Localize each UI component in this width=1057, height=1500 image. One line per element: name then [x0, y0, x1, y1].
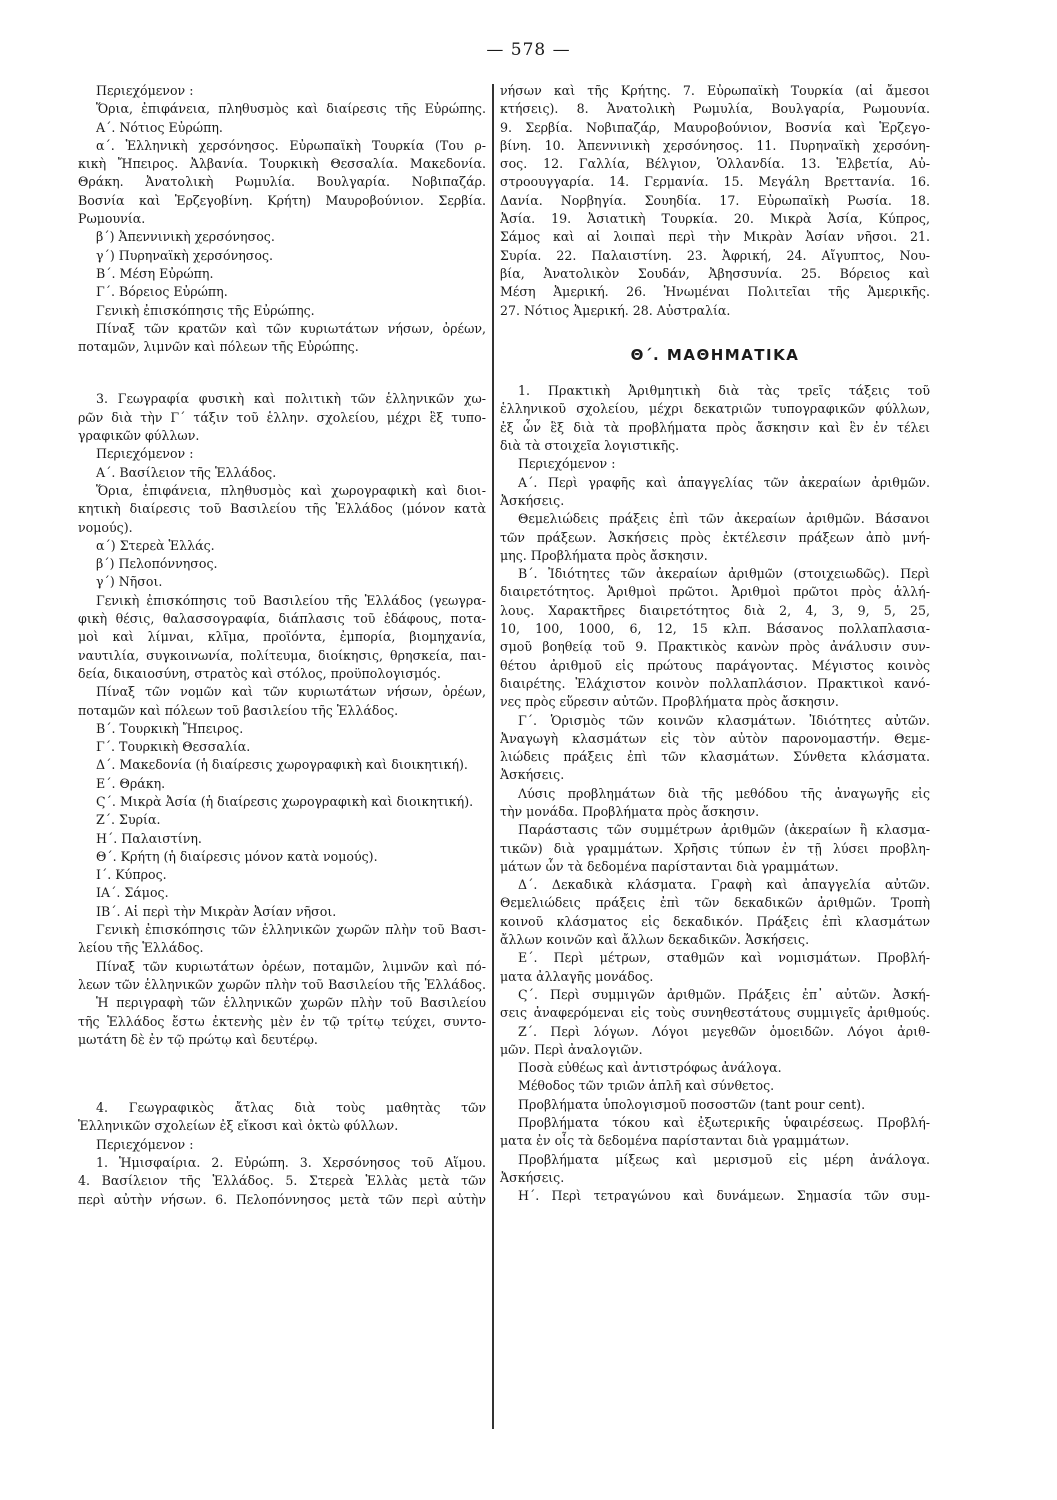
text-line: μης. Προβλήματα πρὸς ἄσκησιν. — [500, 547, 708, 563]
text-line: κτήσεις). 8. Ἀνατολικὴ Ρωμυλία, Βουλγαρία, Ρωμουνία. — [500, 101, 930, 117]
spacer — [78, 356, 486, 390]
text-line: γ΄) Νῆσοι. — [96, 574, 163, 590]
text-line: Προβλήματα μίξεως καὶ μερισμοῦ εἰς μέρη ἀνάλογα. — [518, 1151, 930, 1167]
text-line: ποταμῶν καὶ πόλεων τοῦ βασιλείου τῆς Ἑλλάδος. — [78, 702, 399, 718]
spacer — [500, 320, 930, 336]
text-line: Λύσις προβλημάτων διὰ τῆς μεθόδου τῆς ἀναγωγῆς εἰς — [518, 785, 930, 801]
right-column — [500, 82, 930, 1206]
text-line: Ζ΄. Περὶ λόγων. Λόγοι μεγεθῶν ὁμοειδῶν. Λόγοι ἀριθ- — [518, 1023, 930, 1039]
text-line: Β΄. Ἰδιότητες τῶν ἀκεραίων ἀριθμῶν (στοιχειωδῶς). Περὶ — [518, 566, 930, 582]
text-line: ματα ἀλλαγῆς μονάδος. — [500, 968, 654, 984]
text-line: Συρία. 22. Παλαιστίνη. 23. Ἀφρική, 24. Αἴγυπτος, Νου- — [500, 247, 930, 263]
text-line: Η΄. Περὶ τετραγώνου καὶ δυνάμεων. Σημασία τῶν συμ- — [518, 1188, 930, 1204]
text-line: 1. Πρακτικὴ Ἀριθμητικὴ διὰ τὰς τρεῖς τάξεις τοῦ — [518, 383, 930, 399]
text-line: μωτάτη δὲ ἐν τῷ πρώτῳ καὶ δευτέρῳ. — [78, 1031, 318, 1047]
spacer — [78, 1049, 486, 1083]
text-line: Ἑλληνικῶν σχολείων ἐξ εἴκοσι καὶ ὀκτὼ φύλλων. — [78, 1118, 399, 1134]
text-line: Δ΄. Δεκαδικὰ κλάσματα. Γραφὴ καὶ ἀπαγγελία αὐτῶν. — [518, 877, 930, 893]
text-line: Περιεχόμενον : — [96, 83, 194, 98]
left-column — [78, 82, 486, 1209]
text-line: Πίναξ τῶν νομῶν καὶ τῶν κυριωτάτων νήσων, ὀρέων, — [96, 684, 486, 700]
text-line: διαιρέτης. Ἐλάχιστον κοινὸν πολλαπλάσιον. Πρακτικοὶ κανό- — [500, 675, 930, 691]
text-line: Γενικὴ ἐπισκόπησις τῆς Εὐρώπης. — [96, 302, 315, 318]
text-line: νες πρὸς εὕρεσιν αὐτῶν. Προβλήματα πρὸς ἄσκησιν. — [500, 694, 839, 710]
text-line: σμοῦ βοηθείᾳ τοῦ 9. Πρακτικὸς κανὼν πρὸς ἀνάλυσιν συν- — [500, 639, 930, 655]
text-line: Γ΄. Τουρκικὴ Θεσσαλία. — [96, 739, 251, 755]
text-line: Β΄. Μέση Εὐρώπη. — [96, 265, 214, 281]
text-line: Βοσνία καὶ Ἑρζεγοβίνη. Κρήτη) Μαυροβούνιον. Σερβία. — [78, 192, 486, 208]
text-line: Δ΄. Μακεδονία (ἡ διαίρεσις χωρογραφικὴ καὶ διοικητική). — [96, 757, 468, 773]
text-line: τῶν πράξεων. Ἀσκήσεις πρὸς ἐκτέλεσιν πράξεων ἀπὸ μνή- — [500, 529, 930, 545]
text-line: Σάμος καὶ αἱ λοιπαὶ περὶ τὴν Μικρὰν Ἀσίαν νῆσοι. 21. — [500, 229, 930, 245]
section-heading: Θ΄. ΜΑΘΗΜΑΤΙΚΑ — [630, 345, 800, 364]
text-line: λεων τῶν ἑλληνικῶν χωρῶν πλὴν τοῦ Βασιλείου τῆς Ἑλλάδος. — [78, 976, 486, 992]
text-line: Θ΄. Κρήτη (ἡ διαίρεσις μόνον κατὰ νομούς). — [96, 848, 378, 864]
text-line: 1. Ἡμισφαίρια. 2. Εὐρώπη. 3. Χερσόνησος τοῦ Αἵμου. — [96, 1155, 486, 1171]
text-line: Ε΄. Περὶ μέτρων, σταθμῶν καὶ νομισμάτων. Προβλή- — [518, 950, 930, 966]
text-line: περὶ αὐτὴν νήσων. 6. Πελοπόννησος μετὰ τῶν περὶ αὐτὴν — [78, 1191, 486, 1207]
text-line: ΙΒ΄. Αἱ περὶ τὴν Μικρὰν Ἀσίαν νῆσοι. — [96, 903, 337, 919]
text-line: Παράστασις τῶν συμμέτρων ἀριθμῶν (ἀκεραίων ἢ κλασμα- — [518, 822, 930, 838]
text-line: α΄. Ἑλληνικὴ χερσόνησος. Εὐρωπαϊκὴ Τουρκία (Του ρ- — [96, 137, 486, 153]
text-line: 4. Γεωγραφικὸς ἄτλας διὰ τοὺς μαθητὰς τῶν — [96, 1100, 486, 1116]
text-line: 27. Νότιος Ἀμερική. 28. Αὐστραλία. — [500, 302, 731, 318]
text-line: Περιεχόμενον : — [518, 456, 616, 472]
text-line: ἄλλων κοινῶν καὶ ἄλλων δεκαδικῶν. Ἀσκήσεις. — [500, 932, 810, 948]
text-line: Ζ΄. Συρία. — [96, 812, 161, 828]
text-line: διαιρετότητος. Ἀριθμοὶ πρῶτοι. Ἀριθμοὶ πρῶτοι πρὸς ἀλλή- — [500, 584, 930, 600]
text-line: Ἀναγωγὴ κλασμάτων εἰς τὸν αὐτὸν παρονομαστήν. Θεμε- — [500, 730, 930, 746]
text-line: Μέση Ἀμερική. 26. Ἡνωμέναι Πολιτεῖαι τῆς Ἀμερικῆς. — [500, 284, 930, 300]
text-line: 4. Βασίλειον τῆς Ἑλλάδος. 5. Στερεὰ Ἑλλὰς μετὰ τῶν — [78, 1173, 486, 1189]
text-line: Η΄. Παλαιστίνη. — [96, 830, 202, 846]
text-line: μάτων ὧν τὰ δεδομένα παρίστανται διὰ γραμμάτων. — [500, 858, 839, 874]
text-line: Α΄. Βασίλειον τῆς Ἑλλάδος. — [96, 464, 277, 480]
text-line: βία, Ἀνατολικὸν Σουδάν, Ἀβησσυνία. 25. Βόρειος καὶ — [500, 265, 930, 281]
text-line: μῶν. Περὶ ἀναλογιῶν. — [500, 1041, 643, 1057]
text-line: 10, 100, 1000, 6, 12, 15 κλπ. Βάσανος πολλαπλασια- — [500, 621, 930, 637]
text-line: γ΄) Πυρηναϊκὴ χερσόνησος. — [96, 247, 274, 263]
text-line: λιώδεις πράξεις ἐπὶ τῶν κλασμάτων. Σύνθετα κλάσματα. — [500, 749, 930, 765]
text-line: φικὴ θέσις, θαλασσογραφία, διάπλασις τοῦ ἐδάφους, ποτα- — [78, 611, 486, 627]
text-line: β΄) Ἀπεννινικὴ χερσόνησος. — [96, 229, 275, 245]
text-line: Γενικὴ ἐπισκόπησις τοῦ Βασιλείου τῆς Ἑλλάδος (γεωγρα- — [96, 592, 486, 608]
text-line: Ϛ΄. Περὶ συμμιγῶν ἀριθμῶν. Πράξεις ἐπ᾽ αὐτῶν. Ἀσκή- — [518, 986, 930, 1002]
text-line: 3. Γεωγραφία φυσικὴ καὶ πολιτικὴ τῶν ἑλληνικῶν χω- — [96, 391, 486, 407]
text-line: ποταμῶν, λιμνῶν καὶ πόλεων τῆς Εὐρώπης. — [78, 339, 359, 355]
text-line: Ἡ περιγραφὴ τῶν ἑλληνικῶν χωρῶν πλὴν τοῦ Βασιλείου — [96, 995, 486, 1011]
text-line: κικὴ Ἤπειρος. Ἀλβανία. Τουρκικὴ Θεσσαλία. Μακεδονία. — [78, 156, 486, 172]
text-line: θέτου ἀριθμοῦ εἰς πρώτους παράγοντας. Μέγιστος κοινὸς — [500, 657, 930, 673]
text-line: β΄) Πελοπόννησος. — [96, 556, 218, 572]
text-line: νομούς). — [78, 519, 133, 535]
text-line: σεις ἀναφερόμεναι εἰς τοὺς συνηθεστάτους συμμιγεῖς ἀριθμούς. — [500, 1005, 930, 1021]
text-line: Ὅρια, ἐπιφάνεια, πληθυσμὸς καὶ διαίρεσις τῆς Εὐρώπης. — [96, 101, 486, 117]
text-line: ΙΑ΄. Σάμος. — [96, 885, 169, 901]
text-line: ματα ἐν οἷς τὰ δεδομένα παρίστανται διὰ γραμμάτων. — [500, 1133, 850, 1149]
text-line: Μέθοδος τῶν τριῶν ἁπλῆ καὶ σύνθετος. — [518, 1078, 775, 1094]
column-divider — [492, 84, 494, 1429]
text-line: κοινοῦ κλάσματος εἰς δεκαδικόν. Πράξεις ἐπὶ κλασμάτων — [500, 913, 930, 929]
text-line: Β΄. Τουρκικὴ Ἤπειρος. — [96, 720, 244, 736]
text-line: ναυτιλία, συγκοινωνία, πολίτευμα, διοίκησις, θρησκεία, παι- — [78, 647, 486, 663]
text-line: δεία, δικαιοσύνη, στρατὸς καὶ στόλος, προϋπολογισμός. — [78, 665, 441, 681]
text-line: ἐξ ὧν ἓξ διὰ τὰ προβλήματα πρὸς ἄσκησιν καὶ ἓν ἐν τέλει — [500, 419, 930, 435]
text-line: Προβλήματα ὑπολογισμοῦ ποσοστῶν (tant pour cent). — [518, 1096, 866, 1112]
text-line: διὰ τὰ στοιχεῖα λογιστικῆς. — [500, 438, 680, 454]
text-line: Γ΄. Ὁρισμὸς τῶν κοινῶν κλασμάτων. Ἰδιότητες αὐτῶν. — [518, 712, 930, 728]
text-line: Α΄. Περὶ γραφῆς καὶ ἀπαγγελίας τῶν ἀκεραίων ἀριθμῶν. — [518, 474, 930, 490]
text-line: Ε΄. Θράκη. — [96, 775, 166, 791]
text-line: Θράκη. Ἀνατολικὴ Ρωμυλία. Βουλγαρία. Νοβιπαζάρ. — [78, 174, 486, 190]
text-line: Ἀσκήσεις. — [500, 767, 565, 783]
spacer — [78, 1083, 486, 1099]
text-line: Περιεχόμενον : — [96, 446, 194, 462]
page-number: — 578 — — [486, 40, 571, 60]
text-line: Ποσὰ εὐθέως καὶ ἀντιστρόφως ἀνάλογα. — [518, 1060, 782, 1076]
text-line: Περιεχόμενον : — [96, 1136, 194, 1152]
text-line: στροουγγαρία. 14. Γερμανία. 15. Μεγάλη Βρεττανία. 16. — [500, 174, 930, 190]
text-line: Γ΄. Βόρειος Εὐρώπη. — [96, 284, 228, 300]
text-line: Ρωμουνία. — [78, 211, 146, 227]
text-line: 9. Σερβία. Νοβιπαζάρ, Μαυροβούνιον, Βοσνία καὶ Ἑρζεγο- — [500, 119, 930, 135]
text-line: Α΄. Νότιος Εὐρώπη. — [96, 119, 223, 135]
text-line: Θεμελιώδεις πράξεις ἐπὶ τῶν δεκαδικῶν ἀριθμῶν. Τροπὴ — [500, 895, 930, 911]
text-line: Ἀσκήσεις. — [500, 1169, 565, 1185]
text-line: λους. Χαρακτῆρες διαιρετότητος διὰ 2, 4, 3, 9, 5, 25, — [500, 602, 930, 618]
text-line: τὴν μονάδα. Προβλήματα πρὸς ἄσκησιν. — [500, 803, 760, 819]
text-line: Ι΄. Κύπρος. — [96, 867, 167, 883]
text-line: τῆς Ἑλλάδος ἔστω ἐκτενὴς μὲν ἐν τῷ τρίτῳ τεύχει, συντο- — [78, 1013, 486, 1029]
text-line: ρῶν διὰ τὴν Γ΄ τάξιν τοῦ ἑλλην. σχολείου, μέχρι ἓξ τυπο- — [78, 409, 486, 425]
text-line: κητικὴ διαίρεσις τοῦ Βασιλείου τῆς Ἑλλάδος (μόνον κατὰ — [78, 501, 486, 517]
text-line: μοὶ καὶ λίμναι, κλῖμα, προϊόντα, ἐμπορία, βιομηχανία, — [78, 629, 486, 645]
text-line: α΄) Στερεὰ Ἑλλάς. — [96, 537, 215, 553]
text-line: ἑλληνικοῦ σχολείου, μέχρι δεκατριῶν τυπογραφικῶν φύλλων, — [500, 401, 930, 417]
text-line: Ϛ΄. Μικρὰ Ἀσία (ἡ διαίρεσις χωρογραφικὴ καὶ διοικητική). — [96, 793, 474, 809]
text-line: λείου τῆς Ἑλλάδος. — [78, 940, 204, 956]
text-line: σος. 12. Γαλλία, Βέλγιον, Ὁλλανδία. 13. Ἑλβετία, Αὐ- — [500, 156, 930, 172]
text-line: Θεμελιώδεις πράξεις ἐπὶ τῶν ἀκεραίων ἀριθμῶν. Βάσανοι — [518, 511, 930, 527]
text-line: Ἀσκήσεις. — [500, 492, 565, 508]
text-line: Γενικὴ ἐπισκόπησις τῶν ἑλληνικῶν χωρῶν πλὴν τοῦ Βασι- — [96, 922, 486, 938]
text-line: νήσων καὶ τῆς Κρήτης. 7. Εὐρωπαϊκὴ Τουρκία (αἱ ἄμεσοι — [500, 83, 930, 98]
text-line: Ὅρια, ἐπιφάνεια, πληθυσμὸς καὶ χωρογραφικὴ καὶ διοι- — [96, 482, 486, 498]
text-line: βίνη. 10. Ἀπεννινικὴ χερσόνησος. 11. Πυρηναϊκὴ χερσόνη- — [500, 137, 930, 153]
text-line: Πίναξ τῶν κυριωτάτων ὀρέων, ποταμῶν, λιμνῶν καὶ πό- — [96, 958, 486, 974]
text-line: Προβλήματα τόκου καὶ ἐξωτερικῆς ὑφαιρέσεως. Προβλή- — [518, 1115, 930, 1131]
text-line: τικῶν) διὰ γραμμάτων. Χρῆσις τύπων ἐν τῇ λύσει προβλη- — [500, 840, 930, 856]
text-line: Πίναξ τῶν κρατῶν καὶ τῶν κυριωτάτων νήσων, ὀρέων, — [96, 320, 486, 336]
text-line: Δανία. Νορβηγία. Σουηδία. 17. Εὐρωπαϊκὴ Ρωσία. 18. — [500, 192, 930, 208]
text-line: Ἀσία. 19. Ἀσιατικὴ Τουρκία. 20. Μικρὰ Ἀσία, Κύπρος, — [500, 211, 930, 227]
text-line: γραφικῶν φύλλων. — [78, 428, 200, 444]
